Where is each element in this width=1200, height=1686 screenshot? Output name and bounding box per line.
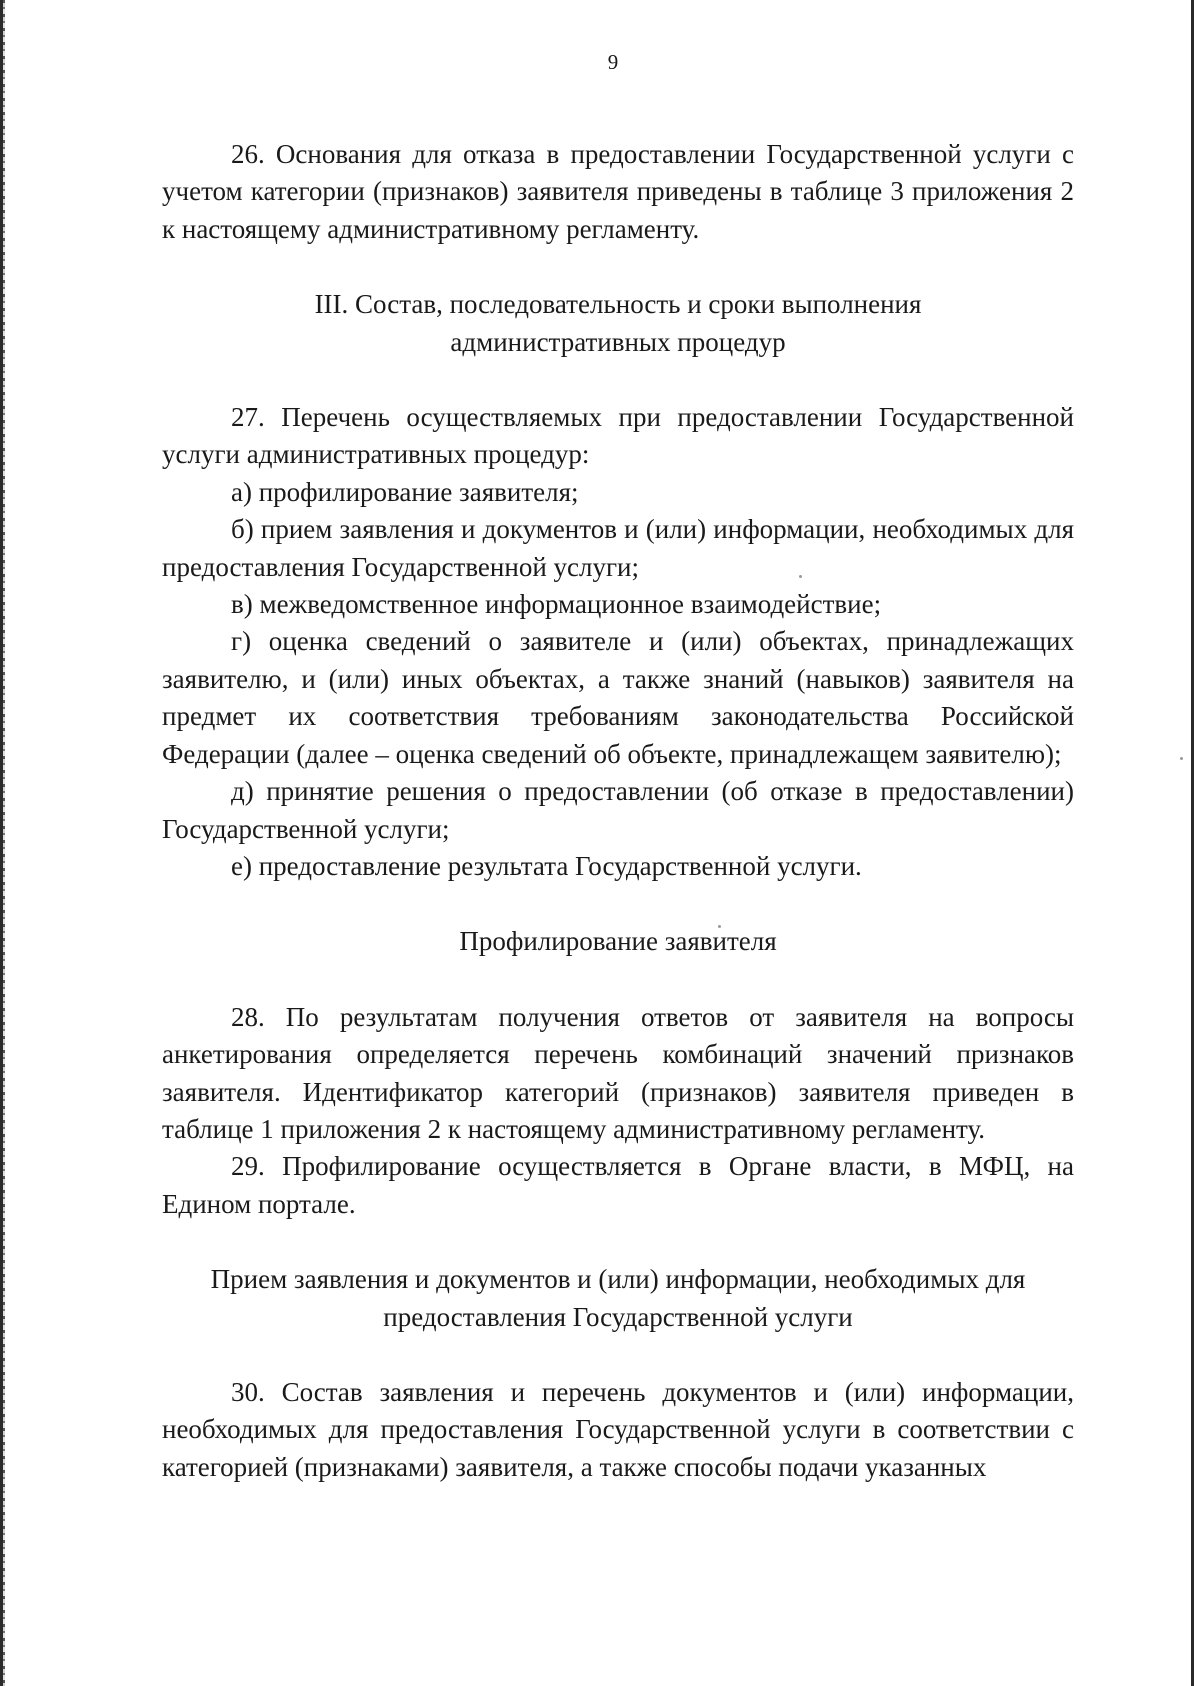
paragraph-29: 29. Профилирование осуществляется в Органе власти, в МФЦ, на Едином портале. — [162, 1151, 1074, 1219]
section-heading-line: административных процедур — [450, 326, 786, 357]
list-item-a: а) профилирование заявителя; — [231, 476, 579, 507]
spacer — [162, 885, 1074, 923]
subsection-heading-line: Прием заявления и документов и (или) информации, необходимых для — [210, 1264, 1026, 1295]
list-item-v: в) межведомственное информационное взаимодействие; — [231, 589, 882, 620]
spacer — [162, 361, 1074, 399]
scan-edge-noise — [3, 0, 5, 1686]
list-item-d: д) принятие решения о предоставлении (об отказе в предоставлении) Государственной услуги; — [162, 776, 1074, 844]
scan-edge-right — [1191, 0, 1194, 1686]
paragraph-27: 27. Перечень осуществляемых при предоставлении Государственной услуги административных процедур: — [162, 402, 1074, 470]
list-item-g: г) оценка сведений о заявителе и (или) объектах, принадлежащих заявителю, и (или) иных объектах, а также знаний (навыков) заявителя на предмет их соответствия требованиям законодательства Российской Федерации (далее – оценка сведений об объекте, принадлежащем заявителю); — [162, 626, 1074, 769]
paragraph-28: 28. По результатам получения ответов от заявителя на вопросы анкетирования определяется перечень комбинаций значений признаков заявителя. Идентификатор категорий (признаков) заявителя приведен в таблице 1 приложения 2 к настоящему административному регламенту. — [162, 1001, 1074, 1144]
page-number: 9 — [607, 50, 619, 74]
list-item-e: е) предоставление результата Государственной услуги. — [231, 850, 862, 881]
spacer — [162, 961, 1074, 999]
subsection-heading: Профилирование заявителя — [459, 926, 777, 957]
list-item-b: б) прием заявления и документов и (или) информации, необходимых для предоставления Государственной услуги; — [162, 514, 1074, 582]
spacer — [162, 1223, 1074, 1261]
paragraph-30: 30. Состав заявления и перечень документов и (или) информации, необходимых для предоставления Государственной услуги в соответствии с категорией (признаками) заявителя, а также способы подачи указанных — [162, 1376, 1074, 1482]
document-body — [162, 136, 1074, 1486]
spacer — [162, 1336, 1074, 1374]
subsection-heading-line: предоставления Государственной услуги — [383, 1301, 853, 1332]
section-heading-line: III. Состав, последовательность и сроки выполнения — [314, 289, 922, 320]
paragraph-26: 26. Основания для отказа в предоставлении Государственной услуги с учетом категории (признаков) заявителя приведены в таблице 3 приложения 2 к настоящему административному регламенту. — [162, 139, 1074, 244]
scan-speck — [1180, 757, 1183, 760]
spacer — [162, 248, 1074, 286]
